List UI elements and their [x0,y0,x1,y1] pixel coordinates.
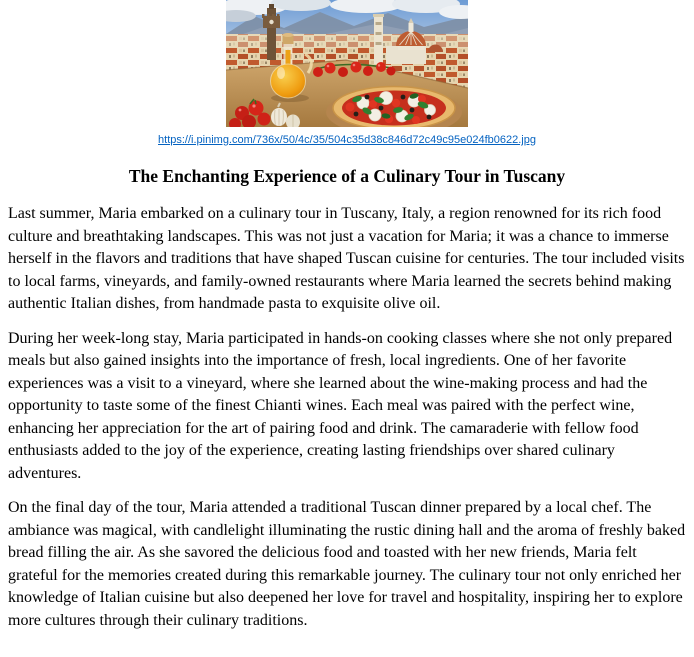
article-image [226,0,468,127]
page-title: The Enchanting Experience of a Culinary Tour in Tuscany [128,166,566,186]
paragraph-final-day: On the final day of the tour, Maria attended a traditional Tuscan dinner prepared by a local chef. The ambiance was magical, with candlelight illuminating the rustic dining hall and the aroma of freshly baked bread filling the air. As she savored the delicious food and toasted with her new friends, Maria felt grateful for the memories created during this remarkable journey. The culinary tour not only enriched her knowledge of Italian cuisine but also deepened her love for travel and hospitality, inspiring her to explore more cultures through their culinary traditions. [8,499,686,629]
caption-row [8,132,686,147]
tuscany-food-illustration [226,0,468,127]
paragraph-intro: Last summer, Maria embarked on a culinary tour in Tuscany, Italy, a region renowned for its rich food culture and breathtaking landscapes. This was not just a vacation for Maria; it was a chance to immerse herself in the flavors and traditions that have shaped Tuscan cuisine for centuries. The tour included visits to local farms, vineyards, and family-owned restaurants where Maria learned the secrets behind making authentic Italian dishes, from handmade pasta to exquisite olive oil. [8,205,685,312]
image-source-link[interactable]: https://i.pinimg.com/736x/50/4c/35/504c35d38c846d72c49c95e024fb0622.jpg [158,134,536,146]
paragraph-experiences: During her week-long stay, Maria participated in hands-on cooking classes where she not only prepared meals but also gained insights into the importance of fresh, local ingredients. One of her favorite experiences was a visit to a vineyard, where she learned about the wine-making process and had the opportunity to taste some of the finest Chianti wines. Each meal was paired with the perfect wine, enhancing her appreciation for the art of pairing food and drink. The camaraderie with fellow food enthusiasts added to the joy of the experience, creating lasting friendships over shared culinary adventures. [8,329,673,482]
campanile-tower [373,14,384,64]
